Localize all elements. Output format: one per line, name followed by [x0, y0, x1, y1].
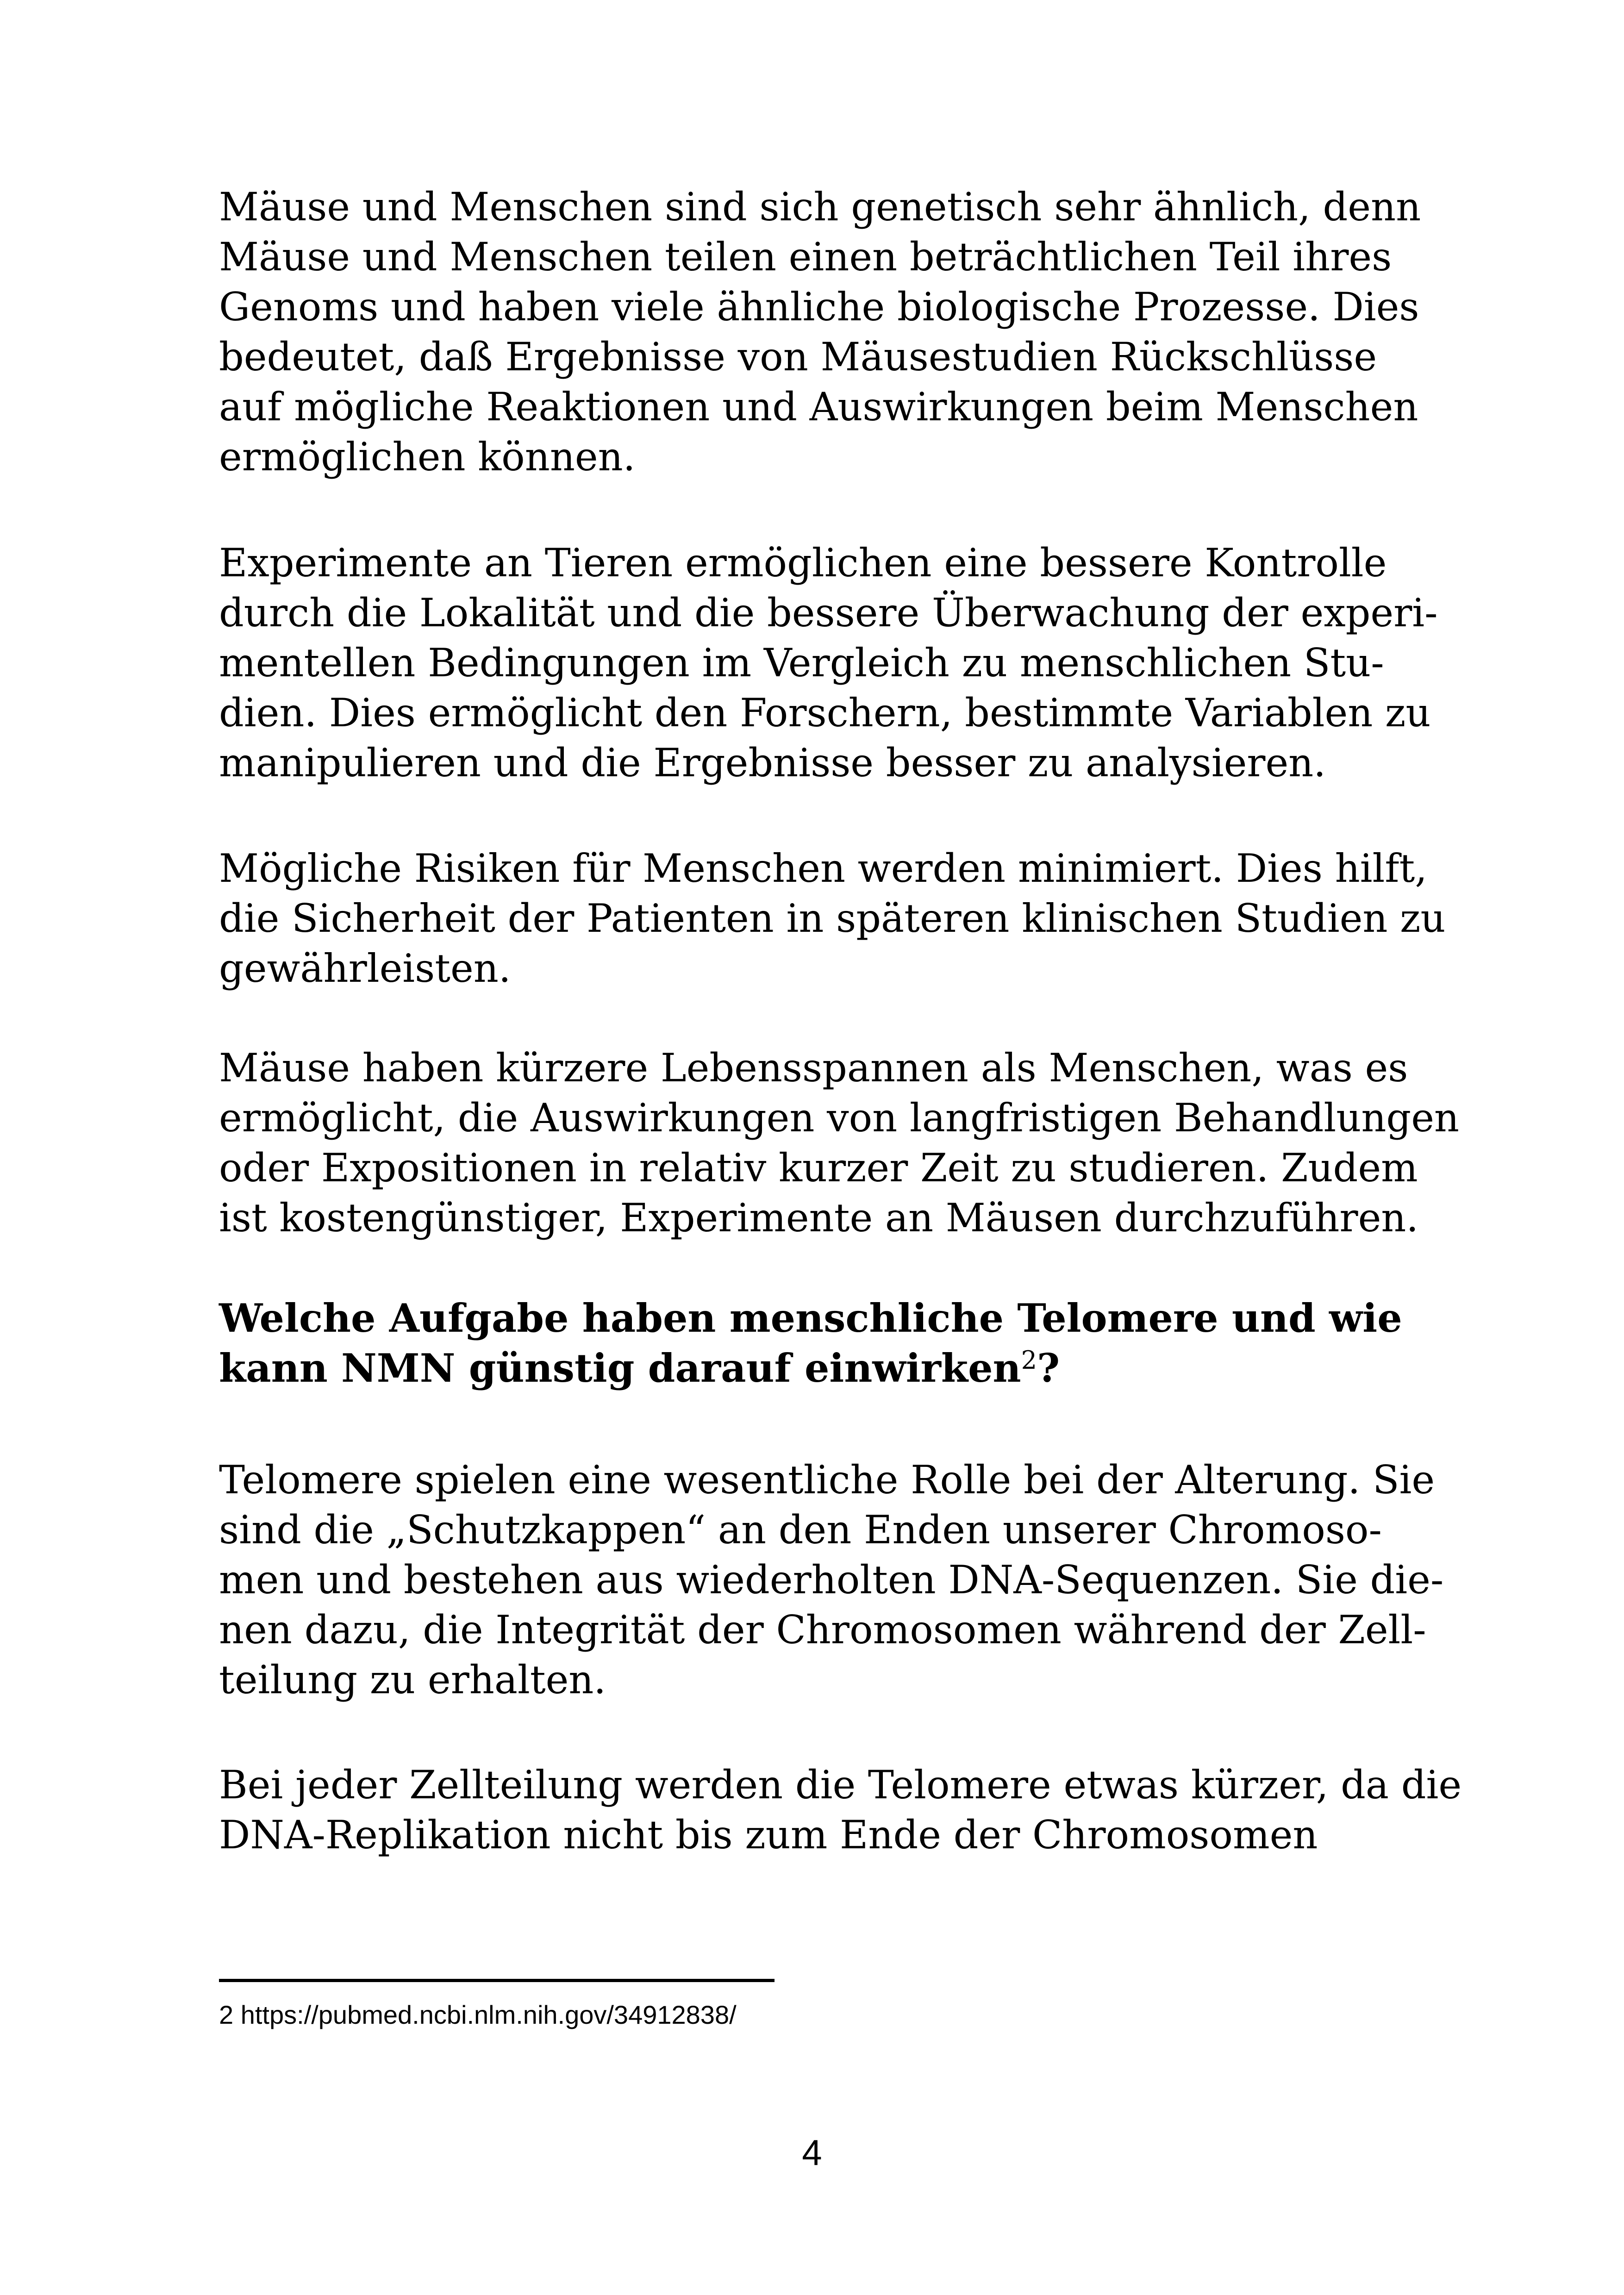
page-number: 4	[802, 2132, 822, 2173]
text-line: men und bestehen aus wiederholten DNA-Sequenzen. Sie die-	[219, 1557, 1444, 1603]
text-line: nen dazu, die Integrität der Chromosomen während der Zell-	[219, 1607, 1426, 1653]
footnote[interactable]: 2 https://pubmed.ncbi.nlm.nih.gov/34912838/	[219, 2000, 737, 2029]
paragraph-telomere-role	[219, 1455, 1524, 1705]
text-line: ist kostengünstiger, Experimente an Mäusen durchzuführen.	[219, 1195, 1419, 1241]
text-line: Experimente an Tieren ermöglichen eine bessere Kontrolle	[219, 540, 1387, 586]
text-line: Genoms und haben viele ähnliche biologische Prozesse. Dies	[219, 284, 1419, 330]
heading-text: kann NMN günstig darauf einwirken	[219, 1345, 1021, 1391]
heading-line	[219, 1343, 1524, 1393]
paragraph-genetic-similarity	[219, 182, 1524, 482]
text-line: sind die „Schutzkappen“ an den Enden unserer Chromoso-	[219, 1507, 1382, 1553]
text-line: ermöglicht, die Auswirkungen von langfristigen Behandlungen	[219, 1095, 1460, 1141]
heading-question-mark: ?	[1037, 1345, 1060, 1391]
text-line: manipulieren und die Ergebnisse besser zu analysieren.	[219, 740, 1326, 786]
text-line: Mäuse haben kürzere Lebensspannen als Menschen, was es	[219, 1045, 1408, 1091]
text-line: teilung zu erhalten.	[219, 1657, 606, 1703]
text-line: Bei jeder Zellteilung werden die Telomere etwas kürzer, da die	[219, 1762, 1462, 1808]
text-line: ermöglichen können.	[219, 434, 636, 480]
text-line: oder Expositionen in relativ kurzer Zeit zu studieren. Zudem	[219, 1145, 1418, 1191]
text-line: Telomere spielen eine wesentliche Rolle bei der Alterung. Sie	[219, 1457, 1435, 1503]
paragraph-cell-division	[219, 1760, 1524, 1860]
text-line: gewährleisten.	[219, 946, 511, 991]
footnote-divider	[219, 1979, 775, 1982]
footnote-reference[interactable]: 2	[1021, 1346, 1037, 1375]
paragraph-lifespan	[219, 1043, 1524, 1243]
paragraph-risk-minimization	[219, 843, 1524, 993]
text-line: auf mögliche Reaktionen und Auswirkungen beim Menschen	[219, 384, 1418, 430]
section-heading	[219, 1293, 1524, 1393]
text-line: dien. Dies ermöglicht den Forschern, bestimmte Variablen zu	[219, 690, 1431, 736]
text-line: Mäuse und Menschen sind sich genetisch sehr ähnlich, denn	[219, 184, 1421, 230]
heading-line: Welche Aufgabe haben menschliche Telomere und wie	[219, 1295, 1402, 1341]
text-line: Mögliche Risiken für Menschen werden minimiert. Dies hilft,	[219, 846, 1427, 891]
paragraph-experiment-control	[219, 538, 1524, 788]
text-line: bedeutet, daß Ergebnisse von Mäusestudien Rückschlüsse	[219, 334, 1377, 380]
text-line: DNA-Replikation nicht bis zum Ende der Chromosomen	[219, 1812, 1318, 1858]
text-line: durch die Lokalität und die bessere Überwachung der experi-	[219, 590, 1438, 636]
text-line: mentellen Bedingungen im Vergleich zu menschlichen Stu-	[219, 640, 1384, 686]
text-line: die Sicherheit der Patienten in späteren klinischen Studien zu	[219, 896, 1446, 941]
text-line: Mäuse und Menschen teilen einen beträchtlichen Teil ihres	[219, 234, 1392, 280]
